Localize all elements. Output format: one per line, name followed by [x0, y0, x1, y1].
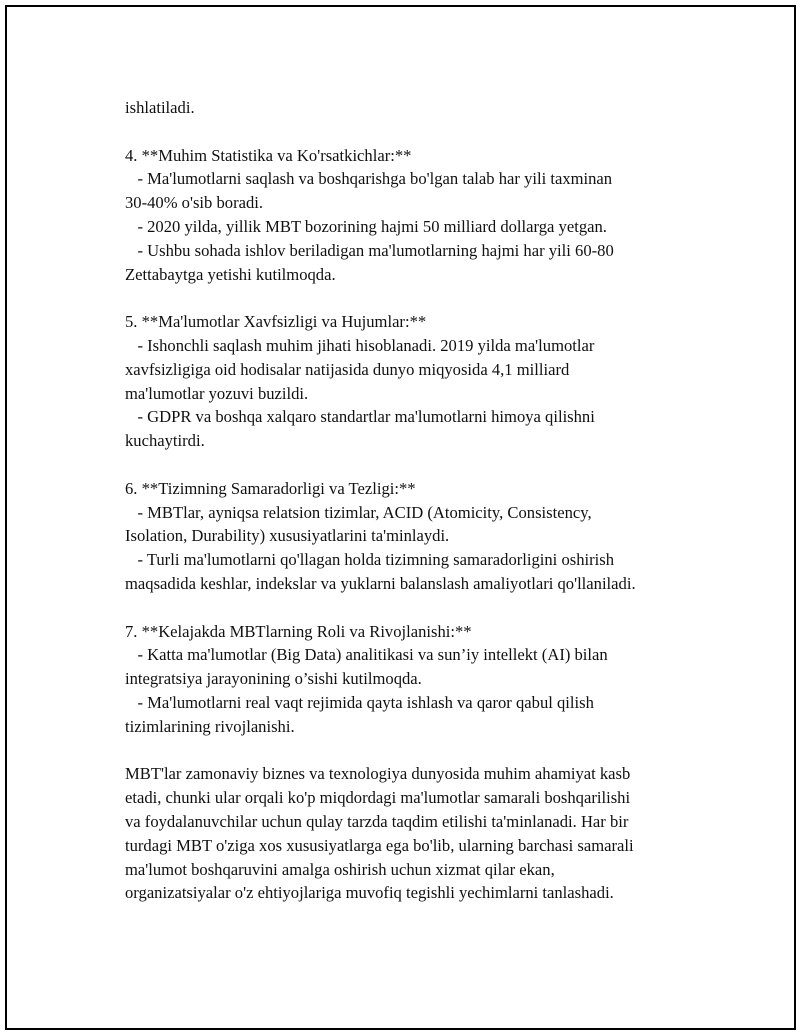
- document-body-text: ishlatiladi. 4. **Muhim Statistika va Ko'rsatkichlar:** - Ma'lumotlarni saqlash va boshqarishga bo'lgan talab har yili taxminan 30-40% o'sib boradi. - 2020 yilda, yillik MBT bozorining hajmi 50 milliard dollarga yetgan. - Ushbu sohada ishlov beriladigan ma'lumotlarning hajmi har yili 60-80 Zettabaytga yetishi kutilmoqda. 5. **Ma'lumotlar Xavfsizligi va Hujumlar:** - Ishonchli saqlash muhim jihati hisoblanadi. 2019 yilda ma'lumotlar xavfsizligiga oid hodisalar natijasida dunyo miqyosida 4,1 milliard ma'lumotlar yozuvi buzildi. - GDPR va boshqa xalqaro standartlar ma'lumotlarni himoya qilishni kuchaytirdi. 6. **Tizimning Samaradorligi va Tezligi:** - MBTlar, ayniqsa relatsion tizimlar, ACID (Atomicity, Consistency, Isolation, Durability) xususiyatlarini ta'minlaydi. - Turli ma'lumotlarni qo'llagan holda tizimning samaradorligini oshirish maqsadida keshlar, indekslar va yuklarni balanslash amaliyotlari qo'llaniladi. 7. **Kelajakda MBTlarning Roli va Rivojlanishi:** - Katta ma'lumotlar (Big Data) analitikasi va sun’iy intellekt (AI) bilan integratsiya jarayonining o’sishi kutilmoqda. - Ma'lumotlarni real vaqt rejimida qayta ishlash va qaror qabul qilish tizimlarining rivojlanishi. MBT'lar zamonaviy biznes va texnologiya dunyosida muhim ahamiyat kasb etadi, chunki ular orqali ko'p miqdordagi ma'lumotlar samarali boshqarilishi va foydalanuvchilar uchun qulay tarzda taqdim etilishi ta'minlanadi. Har bir turdagi MBT o'ziga xos xususiyatlarga ega bo'lib, ularning barchasi samarali ma'lumot boshqaruvini amalga oshirish uchun xizmat qilar ekan, organizatsiyalar o'z ehtiyojlariga muvofiq tegishli yechimlarni tanlashadi.: [125, 98, 636, 903]
- page-frame: [5, 5, 796, 1030]
